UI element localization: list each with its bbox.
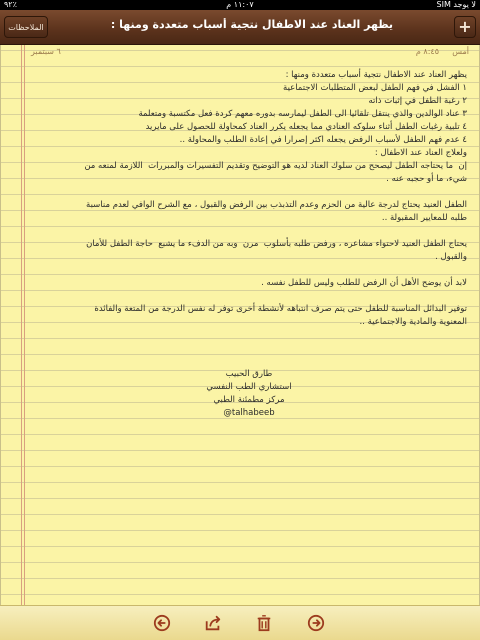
note-line: إن ما يحتاجه الطفل ليصحح من سلوك العناد لديه هو التوضيح وتقديم التفسيرات والمبررات اللازمة لمنعه من	[84, 161, 467, 171]
note-title: يظهر العناد عند الاطفال نتجية أسباب متعددة ومنها :	[110, 18, 394, 31]
navigation-bar	[0, 10, 480, 45]
carrier-status: لا يوجد SIM	[436, 0, 476, 9]
signature-center: مركز مطمئنة الطبي	[213, 395, 285, 405]
note-line: يظهر العناد عند الاطفال نتجية أسباب متعددة ومنها :	[285, 70, 467, 80]
note-line: ١ الفشل في فهم الطفل لبعض المتطلبات الاجتماعية	[283, 83, 467, 93]
note-line: طلبه للمعايير المقبولة ..	[381, 213, 467, 223]
note-line	[31, 355, 467, 368]
trash-icon[interactable]	[254, 613, 274, 633]
note-line	[31, 264, 467, 277]
signature-title: استشاري الطب النفسي	[206, 382, 292, 392]
note-line: لابد أن يوضح الأهل أن الرفض للطلب وليس للطفل نفسه .	[261, 278, 467, 288]
signature-name: طارق الحبيب	[225, 369, 273, 379]
status-bar	[0, 0, 480, 10]
note-line: شيء، ما أو حجبه عنه .	[386, 174, 467, 184]
share-icon[interactable]	[203, 613, 223, 633]
note-line	[31, 225, 467, 238]
note-line: الطفل العنيد يحتاج لدرجة عالية من الحزم وعدم التذبذب بين الرفض والقبول ، مع الشرح الوافي لعدم مناسبة	[86, 200, 467, 210]
note-line: ٤ تلبية رغبات الطفل أثناء سلوكه العنادي مما يجعله يكرر العناد كمحاولة للحصول على مايريد	[145, 122, 467, 132]
notes-list-button[interactable]: الملاحظات	[4, 16, 48, 38]
note-line: المعنوية والمادية والاجتماعية ..	[359, 317, 467, 327]
note-date: ٦ سبتمبر	[31, 47, 61, 56]
previous-note-icon[interactable]	[152, 613, 172, 633]
note-line: والقبول .	[435, 252, 467, 262]
note-meta	[31, 47, 469, 61]
status-time: ١١:٠٧ م	[226, 0, 254, 9]
note-line: ٣ عناد الوالدين والذي ينتقل تلقائيا الى الطفل ليمارسه بدوره معهم كردة فعل مكتسبة ومتعلمة	[138, 109, 467, 119]
note-line: يحتاج الطفل العنيد لاحتواء مشاعره ، ورفض طلبه بأسلوب مرن وبه من الدفء ما يشبع حاجة الطفل للأمان	[86, 239, 467, 249]
note-paper[interactable]	[0, 45, 480, 605]
margin-line	[24, 45, 25, 605]
add-note-button[interactable]: +	[454, 16, 476, 38]
bottom-toolbar	[0, 605, 480, 640]
signature-handle: @talhabeeb	[223, 408, 275, 418]
next-note-icon[interactable]	[306, 613, 326, 633]
note-line	[31, 290, 467, 303]
note-day: أمس	[452, 47, 469, 56]
margin-line	[21, 45, 22, 605]
note-line: ٢ رغبة الطفل في إثبات ذاته	[368, 96, 467, 106]
note-line	[31, 342, 467, 355]
note-body[interactable]	[31, 69, 467, 420]
note-line: توفير البدائل المناسبة للطفل حتى يتم صرف انتباهه لأنشطة أخرى توفر له نفس الدرجة من المتعة والفائدة	[94, 304, 467, 314]
note-line	[31, 329, 467, 342]
note-line	[31, 186, 467, 199]
note-line: ٤ عدم فهم الطفل لأسباب الرفض يجعله اكثر إصرارا في إعادة الطلب والمحاولة ..	[179, 135, 467, 145]
note-line: ولعلاج العناد عند الاطفال :	[374, 148, 467, 158]
note-time: ٨:٤٥ م	[415, 47, 439, 56]
battery-status: ٪٩٢	[4, 0, 17, 9]
